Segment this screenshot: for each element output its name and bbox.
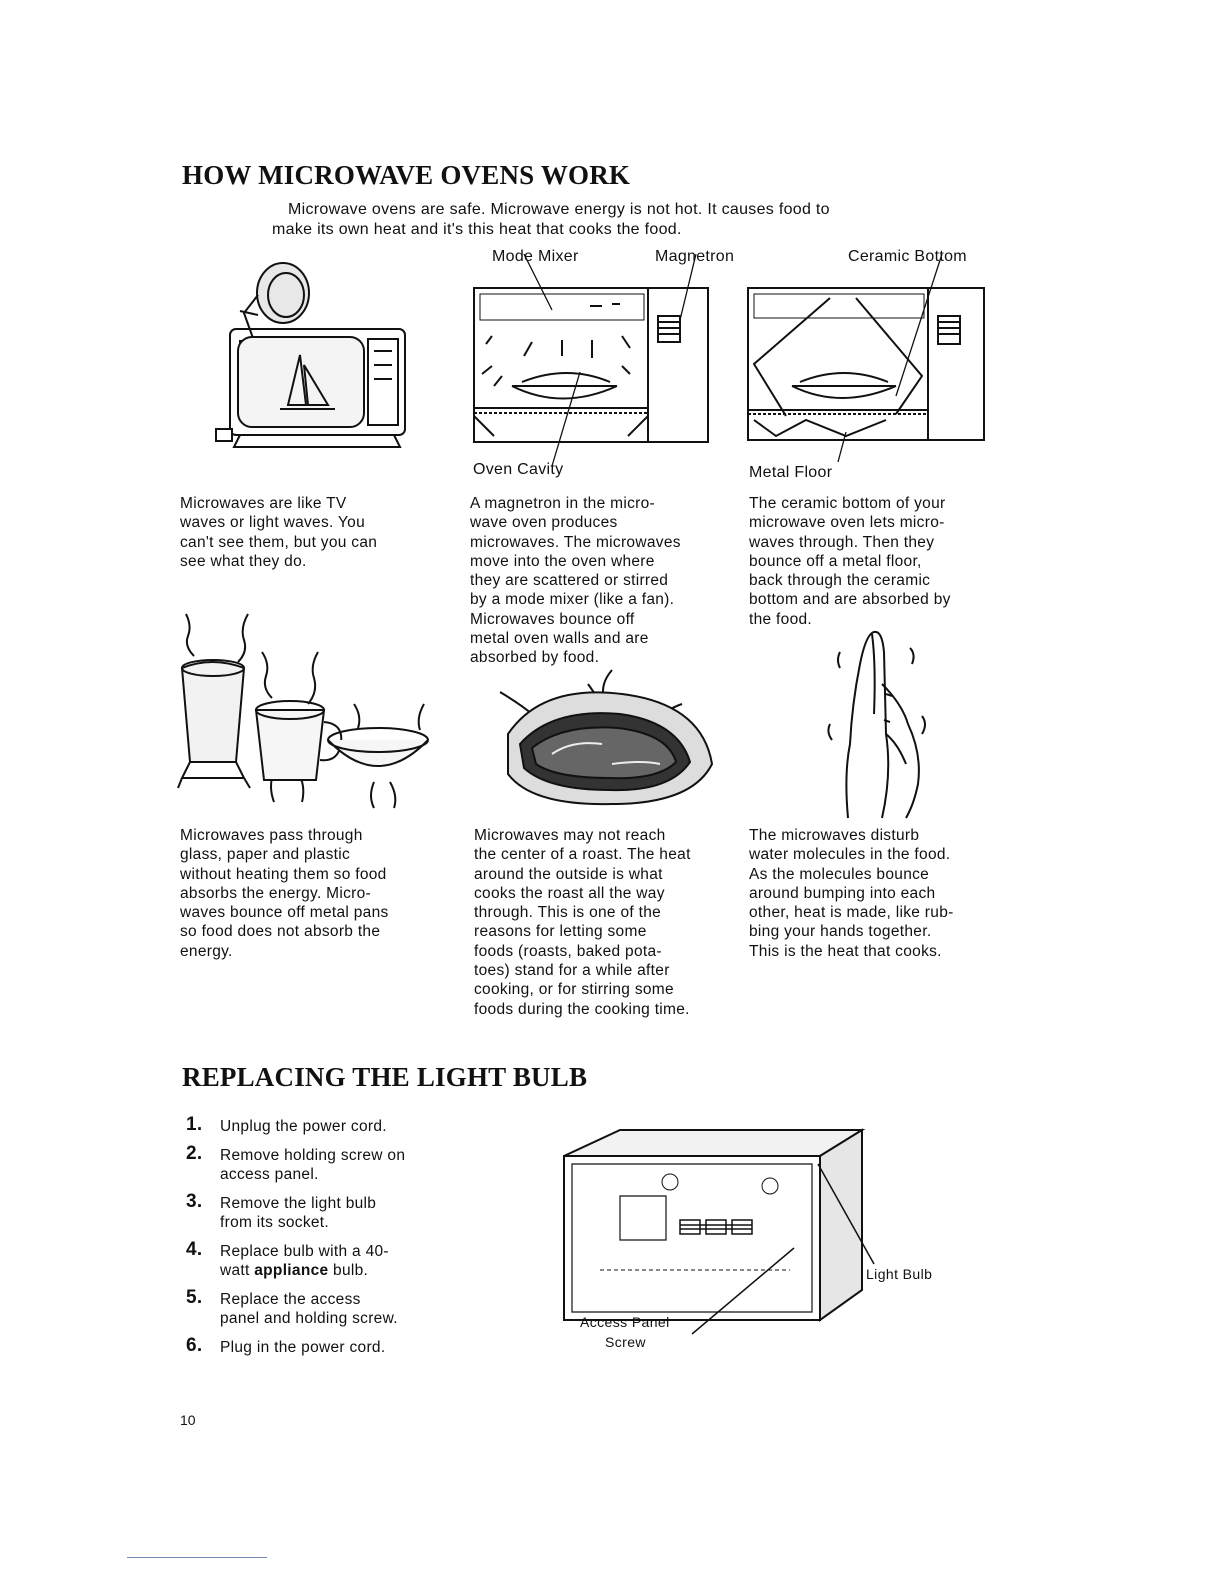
step-text: Plug in the power cord.: [220, 1339, 386, 1356]
caption-line: waves or light waves. You: [180, 514, 365, 532]
caption-line: waves through. Then they: [749, 533, 935, 551]
caption-line: around bumping into each: [749, 884, 936, 902]
caption-roast: [474, 826, 744, 1019]
caption-line: glass, paper and plastic: [180, 846, 351, 864]
caption-line: move into the oven where: [470, 552, 655, 570]
caption-line: water molecules in the food.: [749, 846, 951, 864]
caption-line: by a mode mixer (like a fan).: [470, 591, 675, 609]
caption-line: Microwaves are like TV: [180, 495, 347, 512]
rubbing-hands-illustration: [822, 624, 932, 820]
caption-line: can't see them, but you can: [180, 533, 378, 551]
caption-line: cooking, or for stirring some: [474, 981, 674, 999]
step-item: [186, 1287, 476, 1328]
caption-line: As the molecules bounce: [749, 865, 930, 883]
caption-ceramic: [749, 494, 1019, 629]
steps-list: [186, 1114, 476, 1367]
step-number: 5.: [186, 1287, 203, 1308]
page-number: 10: [180, 1412, 196, 1428]
step-item: [186, 1191, 476, 1232]
caption-line: through. This is one of the: [474, 904, 662, 922]
step-item: [186, 1143, 476, 1184]
caption-line: waves bounce off metal pans: [180, 904, 389, 922]
caption-line: around the outside is what: [474, 865, 663, 883]
microwave-back-illustration: [560, 1120, 880, 1330]
step-number: 3.: [186, 1191, 203, 1212]
caption-line: foods (roasts, baked pota-: [474, 942, 662, 960]
caption-line: see what they do.: [180, 552, 307, 570]
label-screw: Screw: [605, 1334, 646, 1350]
caption-line: wave oven produces: [470, 514, 618, 532]
tv-lamp-illustration: [210, 255, 420, 455]
step-item: [186, 1114, 476, 1136]
glass-cup-bowl-illustration: [178, 612, 428, 812]
caption-line: cooks the roast all the way: [474, 884, 665, 902]
caption-line: bottom and are absorbed by: [749, 591, 951, 609]
caption-line: reasons for letting some: [474, 923, 647, 941]
label-metal-floor: Metal Floor: [749, 464, 833, 481]
step-item: [186, 1239, 476, 1280]
step-number: 2.: [186, 1143, 203, 1164]
caption-line: the food.: [749, 610, 813, 628]
caption-line: metal oven walls and are: [470, 630, 649, 648]
caption-line: foods during the cooking time.: [474, 1000, 690, 1018]
caption-line: without heating them so food: [180, 865, 387, 883]
step-text: panel and holding screw.: [220, 1310, 398, 1327]
caption-line: Microwaves may not reach: [474, 827, 666, 844]
label-light-bulb: Light Bulb: [866, 1266, 933, 1282]
caption-line: This is the heat that cooks.: [749, 942, 942, 960]
bottom-rule: [127, 1557, 267, 1558]
step-text: Replace the access: [220, 1291, 361, 1308]
step-text: [220, 1261, 476, 1280]
caption-line: the center of a roast. The heat: [474, 846, 691, 864]
label-magnetron: Magnetron: [655, 248, 735, 265]
step-text: access panel.: [220, 1166, 319, 1183]
caption-line: energy.: [180, 942, 233, 960]
caption-line: back through the ceramic: [749, 572, 931, 590]
step-item: [186, 1335, 476, 1357]
step-text: Remove the light bulb: [220, 1195, 377, 1212]
caption-magnetron: [470, 494, 740, 668]
caption-line: absorbs the energy. Micro-: [180, 884, 372, 902]
step-text: Remove holding screw on: [220, 1147, 406, 1164]
step-text-bold: appliance: [254, 1262, 329, 1279]
step-text: from its socket.: [220, 1214, 330, 1231]
caption-tv: [180, 494, 450, 571]
caption-line: so food does not absorb the: [180, 923, 381, 941]
caption-line: The ceramic bottom of your: [749, 495, 946, 512]
caption-hands: [749, 826, 1019, 961]
section-heading-how-microwave-ovens-work: HOW MICROWAVE OVENS WORK: [182, 160, 631, 190]
step-number: 4.: [186, 1239, 203, 1260]
label-mode-mixer: Mode Mixer: [492, 248, 579, 265]
label-ceramic-bottom: Ceramic Bottom: [848, 248, 967, 265]
caption-line: A magnetron in the micro-: [470, 495, 655, 512]
step-text-pre: watt: [220, 1262, 255, 1279]
caption-line: absorbed by food.: [470, 649, 600, 667]
caption-line: bing your hands together.: [749, 923, 932, 941]
caption-line: Microwaves bounce off: [470, 610, 635, 628]
caption-line: microwaves. The microwaves: [470, 533, 681, 551]
step-text: Unplug the power cord.: [220, 1118, 387, 1135]
step-text-post: bulb.: [328, 1262, 369, 1279]
label-access-panel: Access Panel: [580, 1314, 670, 1330]
caption-glass: [180, 826, 450, 961]
ceramic-bottom-diagram: [746, 286, 986, 446]
caption-line: The microwaves disturb: [749, 827, 920, 844]
intro-line-1: Microwave ovens are safe. Microwave energy is not hot. It causes food to: [288, 201, 830, 218]
intro-line-2: make its own heat and it's this heat that cooks the food.: [272, 221, 682, 238]
caption-line: microwave oven lets micro-: [749, 514, 945, 532]
caption-line: bounce off a metal floor,: [749, 552, 922, 570]
roast-illustration: [492, 664, 724, 814]
caption-line: they are scattered or stirred: [470, 572, 669, 590]
caption-line: other, heat is made, like rub-: [749, 904, 954, 922]
section-heading-replacing-light-bulb: REPLACING THE LIGHT BULB: [182, 1062, 588, 1092]
step-number: 1.: [186, 1114, 203, 1135]
step-text: Replace bulb with a 40-: [220, 1243, 389, 1260]
step-number: 6.: [186, 1335, 203, 1356]
label-oven-cavity: Oven Cavity: [473, 461, 564, 478]
oven-cavity-diagram: [472, 286, 712, 446]
caption-line: Microwaves pass through: [180, 827, 363, 844]
caption-line: toes) stand for a while after: [474, 962, 670, 980]
